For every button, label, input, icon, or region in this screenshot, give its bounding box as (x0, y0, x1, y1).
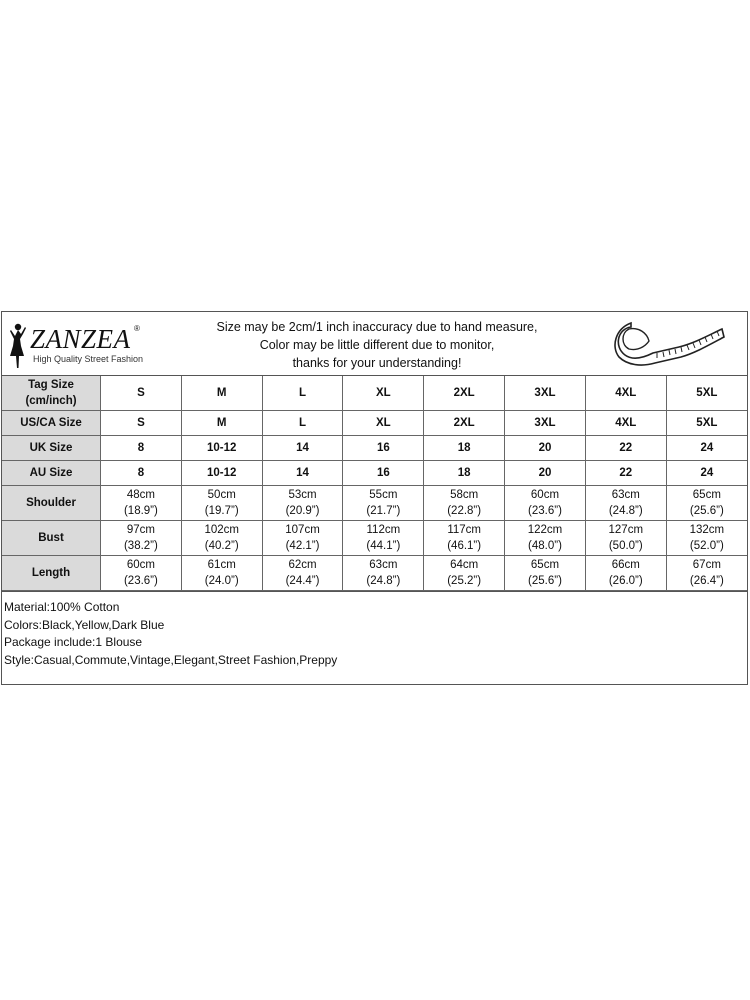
cm-value: 61cm (207, 559, 236, 571)
table-cell: 5XL (666, 411, 747, 436)
table-cell: 22 (585, 461, 666, 486)
inch-value: (48.0”) (528, 540, 562, 552)
table-cell: 20 (505, 461, 586, 486)
table-cell (343, 486, 424, 521)
table-cell (424, 556, 505, 591)
inch-value: (38.2”) (123, 540, 158, 552)
table-cell (666, 556, 747, 591)
cm-value: 117cm (447, 524, 481, 536)
notice-line-2: Color may be little different due to monitor, (259, 338, 495, 352)
table-cell (101, 486, 182, 521)
table-cell (343, 556, 424, 591)
table-header-row (2, 376, 747, 411)
table-cell: 16 (343, 436, 424, 461)
cm-value: 67cm (692, 559, 721, 571)
table-cell (262, 556, 343, 591)
table-cell: 18 (424, 461, 505, 486)
table-row-au (2, 461, 747, 486)
table-row-length (2, 556, 747, 591)
table-cell (585, 486, 666, 521)
table-cell (262, 521, 343, 556)
row-label: Shoulder (2, 486, 101, 521)
row-label: Length (2, 556, 101, 591)
table-cell (505, 486, 586, 521)
inch-value: (24.8”) (366, 575, 401, 587)
table-cell (585, 556, 666, 591)
cm-value: 60cm (126, 559, 155, 571)
cm-value: 132cm (689, 524, 725, 536)
table-cell (181, 521, 262, 556)
table-cell: L (262, 411, 343, 436)
inch-value: (46.1”) (447, 540, 482, 552)
cm-value: 66cm (611, 559, 640, 571)
cm-value: 122cm (527, 524, 563, 536)
cm-value: 48cm (126, 489, 155, 501)
inch-value: (19.7”) (204, 505, 239, 517)
table-cell (505, 521, 586, 556)
table-cell (424, 486, 505, 521)
cm-value: 60cm (530, 489, 560, 501)
inch-value: (52.0”) (689, 540, 724, 552)
table-cell (343, 521, 424, 556)
cm-value: 65cm (530, 559, 560, 571)
cm-value: 62cm (288, 559, 317, 571)
cm-value: 107cm (285, 524, 320, 536)
notice-line-1: Size may be 2cm/1 inch inaccuracy due to hand measure, (216, 320, 538, 334)
table-cell: 2XL (424, 411, 505, 436)
notice-line-3: thanks for your understanding! (292, 356, 462, 370)
table-cell: 18 (424, 436, 505, 461)
size-header: 4XL (585, 376, 666, 411)
style-text: Style:Casual,Commute,Vintage,Elegant,Street Fashion,Preppy (4, 652, 338, 667)
inch-value: (23.6”) (528, 505, 562, 517)
table-row-us-ca (2, 411, 747, 436)
table-cell: S (101, 411, 182, 436)
table-cell: 14 (262, 461, 343, 486)
brand-tagline: High Quality Street Fashion (33, 354, 144, 364)
size-chart (1, 311, 748, 685)
table-cell: 24 (666, 461, 747, 486)
table-cell: M (181, 411, 262, 436)
inch-value: (22.8”) (447, 505, 482, 517)
size-header: S (101, 376, 182, 411)
cm-value: 112cm (366, 524, 401, 536)
cm-value: 58cm (450, 489, 479, 501)
size-header: 3XL (505, 376, 586, 411)
table-cell (181, 486, 262, 521)
inch-value: (25.6”) (689, 505, 724, 517)
inch-value: (26.4”) (689, 575, 724, 587)
inch-value: (21.7”) (366, 505, 401, 517)
row-label: AU Size (2, 461, 101, 486)
cm-value: 53cm (288, 489, 317, 501)
inch-value: (20.9”) (285, 505, 320, 517)
inch-value: (42.1”) (285, 540, 320, 552)
table-cell (505, 556, 586, 591)
row-label: US/CA Size (2, 411, 101, 436)
table-cell (585, 521, 666, 556)
size-table (2, 376, 747, 591)
registered-mark: ® (134, 324, 140, 333)
table-cell (262, 486, 343, 521)
brand-name: ZANZEA (30, 324, 131, 354)
inch-value: (24.8”) (608, 505, 643, 517)
cm-value: 127cm (608, 524, 644, 536)
header-sub-label: (cm/inch) (25, 395, 77, 407)
fashion-figure-icon (6, 322, 30, 370)
size-header: M (181, 376, 262, 411)
table-cell: 14 (262, 436, 343, 461)
size-header: L (262, 376, 343, 411)
table-cell: 24 (666, 436, 747, 461)
inch-value: (25.6”) (528, 575, 562, 587)
cm-value: 65cm (692, 489, 721, 501)
table-cell: 10-12 (181, 436, 262, 461)
table-cell (101, 521, 182, 556)
inch-value: (23.6”) (123, 575, 158, 587)
cm-value: 63cm (611, 489, 640, 501)
package-text: Package include:1 Blouse (4, 635, 143, 649)
table-cell (424, 521, 505, 556)
table-cell: 8 (101, 436, 182, 461)
inch-value: (25.2”) (447, 575, 482, 587)
cm-value: 102cm (204, 524, 239, 536)
colors-text: Colors:Black,Yellow,Dark Blue (4, 617, 165, 632)
cm-value: 97cm (126, 524, 155, 536)
row-label: Bust (2, 521, 101, 556)
inch-value: (18.9”) (123, 505, 158, 517)
table-cell: 22 (585, 436, 666, 461)
cm-value: 50cm (207, 489, 236, 501)
table-cell (666, 486, 747, 521)
measuring-tape-icon (609, 317, 727, 369)
size-header: 2XL (424, 376, 505, 411)
size-header: 5XL (666, 376, 747, 411)
product-info (2, 591, 747, 684)
table-row-bust (2, 521, 747, 556)
table-cell: 8 (101, 461, 182, 486)
table-cell (181, 556, 262, 591)
table-cell: 20 (505, 436, 586, 461)
table-cell (101, 556, 182, 591)
brand-logo (6, 320, 156, 372)
table-cell: 16 (343, 461, 424, 486)
size-header: XL (343, 376, 424, 411)
inch-value: (50.0”) (608, 540, 643, 552)
inch-value: (24.0”) (204, 575, 239, 587)
table-cell: 10-12 (181, 461, 262, 486)
inch-value: (24.4”) (285, 575, 320, 587)
table-cell: 3XL (505, 411, 586, 436)
table-cell (666, 521, 747, 556)
table-cell: 4XL (585, 411, 666, 436)
header-label: Tag Size (28, 379, 74, 391)
table-row-shoulder (2, 486, 747, 521)
inch-value: (40.2”) (204, 540, 239, 552)
cm-value: 55cm (369, 489, 398, 501)
header-label-cell (2, 376, 101, 411)
chart-header (2, 312, 747, 376)
cm-value: 64cm (450, 559, 479, 571)
material-text: Material:100% Cotton (4, 600, 120, 614)
table-row-uk (2, 436, 747, 461)
table-cell: XL (343, 411, 424, 436)
inch-value: (26.0”) (608, 575, 643, 587)
row-label: UK Size (2, 436, 101, 461)
cm-value: 63cm (369, 559, 398, 571)
measurement-notice (162, 318, 592, 372)
inch-value: (44.1”) (366, 540, 401, 552)
